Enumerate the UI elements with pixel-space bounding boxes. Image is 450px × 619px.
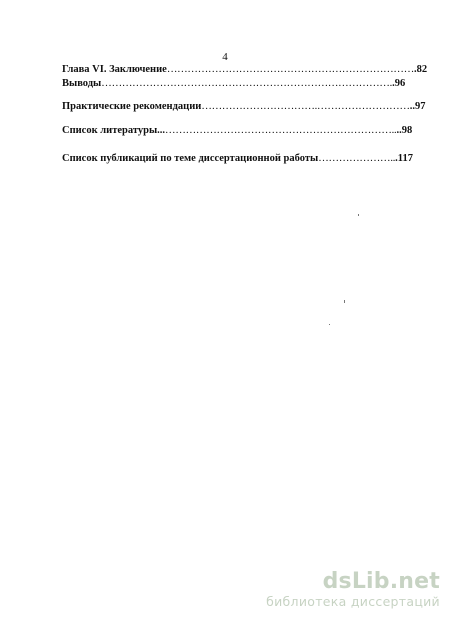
scan-speck — [329, 324, 330, 325]
toc-page-number: ..98 — [396, 125, 413, 136]
scan-speck — [344, 300, 345, 303]
toc-entry-conclusions[interactable] — [62, 78, 416, 90]
toc-entry-label: Практические рекомендации — [62, 101, 202, 112]
toc-page-number: .96 — [392, 78, 406, 89]
toc-leader-dots: ………………….. — [318, 153, 396, 164]
toc-entry-label: Глава VI. Заключение — [62, 64, 167, 75]
toc-entry-references[interactable] — [62, 125, 416, 137]
watermark — [266, 570, 440, 609]
toc-leader-dots: ……………………………………………………………… — [166, 64, 415, 75]
scan-speck — [358, 214, 359, 216]
toc-entry-label: Выводы — [62, 78, 102, 89]
toc-page-number: .82 — [414, 64, 428, 75]
toc-entry-label: Список публикаций по теме диссертационной работы — [62, 153, 319, 164]
watermark-logo: dsLib.net — [322, 569, 440, 594]
toc-page-number: .117 — [395, 153, 413, 164]
watermark-tagline: библиотека диссертаций — [266, 594, 440, 609]
toc-page-number: ..97 — [409, 101, 426, 112]
page-number: 4 — [222, 51, 228, 63]
toc-entry-publications[interactable] — [62, 153, 418, 165]
toc-leader-dots: …………………………………………………………………………. — [101, 78, 393, 89]
toc-entry-conclusion[interactable] — [62, 64, 428, 76]
toc-leader-dots: ………………………………………………………….. — [165, 125, 397, 136]
toc-entry-label: Список литературы... — [62, 125, 166, 136]
toc-leader-dots: …………………………….……………………… — [201, 101, 410, 112]
toc-entry-recommendations[interactable] — [62, 101, 426, 113]
